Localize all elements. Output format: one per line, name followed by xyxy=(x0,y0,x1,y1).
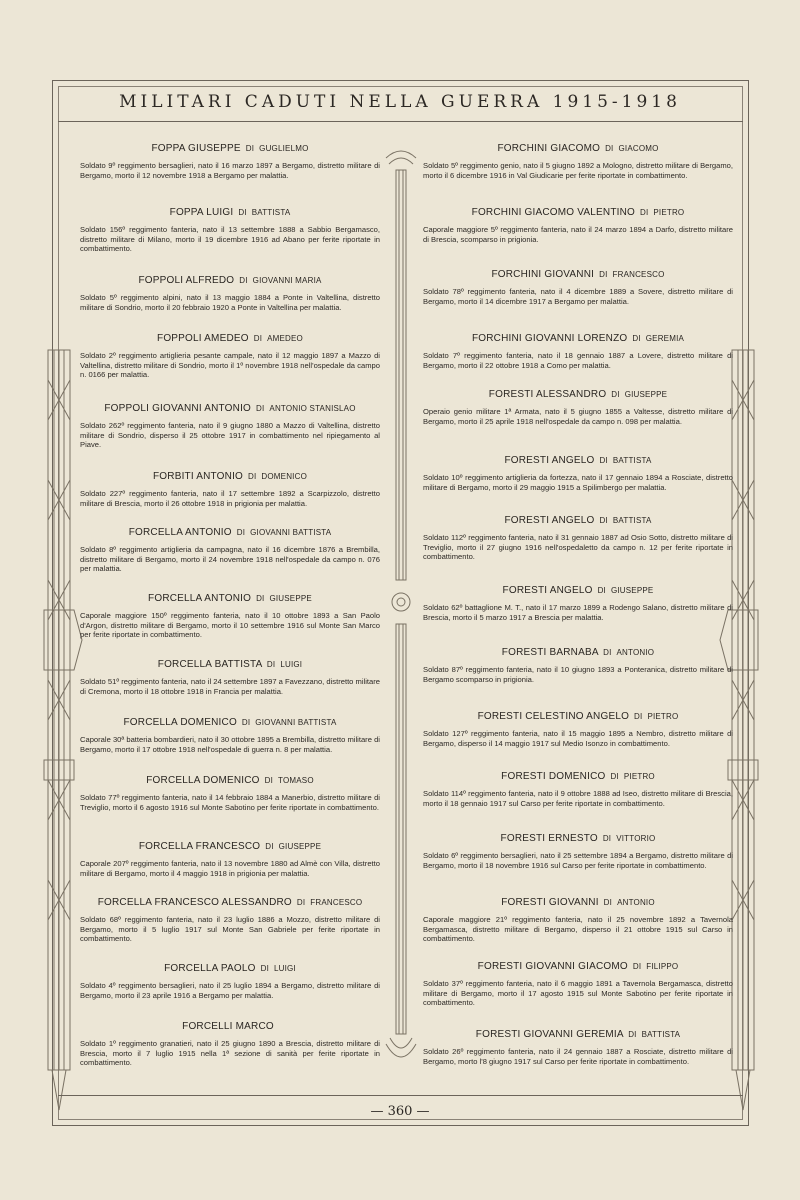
entry-particle: DI xyxy=(239,276,248,285)
entry-heading xyxy=(423,584,733,597)
entry-father: BATTISTA xyxy=(612,516,652,525)
entry-heading xyxy=(423,332,733,345)
entry-particle: DI xyxy=(256,594,265,603)
entry-particle: DI xyxy=(603,648,612,657)
entry-father: FRANCESCO xyxy=(612,270,665,279)
center-column-ornament xyxy=(384,140,418,1080)
entry-name: FORCHINI GIOVANNI xyxy=(491,269,595,280)
entry-particle: DI xyxy=(248,472,257,481)
entry xyxy=(80,402,380,450)
entry-name: FORCELLA ANTONIO xyxy=(148,593,252,604)
entry-text: Soldato 6º reggimento bersaglieri, nato il 25 settembre 1894 a Bergamo, distretto militare di Bergamo, morto il 18 novembre 1916 sul Carso per ferite riportate in combattimento. xyxy=(423,851,733,870)
entry-heading xyxy=(423,454,733,467)
entry-father: GIUSEPPE xyxy=(610,586,654,595)
entry xyxy=(80,658,380,696)
entry-father: PIETRO xyxy=(653,208,685,217)
entry-heading xyxy=(80,840,380,853)
entry-text: Operaio genio militare 1ª Armata, nato il 5 giugno 1855 a Valtesse, distretto militare di Bergamo, morto il 25 aprile 1918 nell'ospedale da campo n. 098 per malattia. xyxy=(423,407,733,426)
entry-father: FILIPPO xyxy=(646,962,679,971)
entry-father: GIOVANNI BATTISTA xyxy=(255,718,337,727)
entry-father: GIACOMO xyxy=(618,144,659,153)
entry xyxy=(423,388,733,426)
entry-text: Soldato 5º reggimento genio, nato il 5 giugno 1892 a Mologno, distretto militare di Bergamo, morto il 6 dicembre 1916 in Val Giudicarie per ferite riportate in combattimento. xyxy=(423,161,733,180)
entry xyxy=(423,1028,733,1066)
entry-heading xyxy=(80,332,380,345)
entry-heading xyxy=(80,274,380,287)
entry-father: GIUSEPPE xyxy=(278,842,322,851)
entry xyxy=(80,592,380,640)
entry xyxy=(80,274,380,312)
entry xyxy=(423,896,733,944)
entry-heading xyxy=(423,268,733,281)
page-title: MILITARI CADUTI NELLA GUERRA 1915-1918 xyxy=(119,92,681,112)
entry-text: Soldato 1º reggimento granatieri, nato il 25 giugno 1890 a Brescia, distretto militare di Brescia, morto il 7 luglio 1915 nella 1ª sezione di sanità per ferite riportate in combattimento. xyxy=(80,1039,380,1068)
entry-text: Soldato 37º reggimento fanteria, nato il 6 maggio 1891 a Tavernola Bergamasca, distretto militare di Bergamo, morto il 17 agosto 1915 sul Monte Sabotino per ferite riportate in combattimento. xyxy=(423,979,733,1008)
entry-name: FORCELLA FRANCESCO xyxy=(138,841,261,852)
entry-particle: DI xyxy=(599,516,608,525)
entry-particle: DI xyxy=(611,390,620,399)
entry-father: VITTORIO xyxy=(616,834,656,843)
entry xyxy=(423,584,733,622)
entry xyxy=(80,470,380,508)
entry-heading xyxy=(423,960,733,973)
entry xyxy=(423,960,733,1008)
entry-text: Caporale 207º reggimento fanteria, nato il 13 novembre 1880 ad Almè con Villa, distretto militare di Bergamo, morto il 4 maggio 1918 in prigionia per malattia. xyxy=(80,859,380,878)
entry xyxy=(80,774,380,812)
entry-text: Soldato 87º reggimento fanteria, nato il 10 giugno 1893 a Ponteranica, distretto militare di Bergamo scomparso in prigionia. xyxy=(423,665,733,684)
entry-name: FORCHINI GIOVANNI LORENZO xyxy=(471,333,628,344)
entry-text: Caporale maggiore 150º reggimento fanteria, nato il 10 ottobre 1893 a San Paolo d'Argon, distretto militare di Bergamo, morto il 10 settembre 1916 sul Monte San Marco per ferite riportate in combattimento. xyxy=(80,611,380,640)
entry-text: Soldato 7º reggimento fanteria, nato il 18 gennaio 1887 a Lovere, distretto militare di Bergamo, morto il 22 ottobre 1918 a Como per malattia. xyxy=(423,351,733,370)
entry-father: ANTONIO xyxy=(616,648,655,657)
entry-father: GIUSEPPE xyxy=(269,594,312,603)
entry-text: Soldato 68º reggimento fanteria, nato il 23 luglio 1886 a Mozzo, distretto militare di Bergamo, morto il 5 luglio 1917 sul Monte San Gabriele per ferite riportate in combattimento. xyxy=(80,915,380,944)
entry-name: FORCHINI GIACOMO xyxy=(497,143,601,154)
entry-text: Caporale maggiore 5º reggimento fanteria, nato il 24 marzo 1894 a Darfo, distretto militare di Brescia, scomparso in prigionia. xyxy=(423,225,733,244)
entry xyxy=(80,332,380,380)
entry-heading xyxy=(80,774,380,787)
entry-father: ANTONIO STANISLAO xyxy=(269,404,356,413)
entry-heading xyxy=(423,896,733,909)
entry-name: FORESTI ANGELO xyxy=(502,585,593,596)
entry-text: Soldato 227º reggimento fanteria, nato il 17 settembre 1892 a Scarpizzolo, distretto militare di Brescia, morto il 26 ottobre 1918 in prigionia per malattia. xyxy=(80,489,380,508)
entry-heading xyxy=(423,646,733,659)
entry-heading xyxy=(423,388,733,401)
entry-particle: DI xyxy=(632,334,641,343)
entry-particle: DI xyxy=(296,898,306,907)
entry-name: FORCHINI GIACOMO VALENTINO xyxy=(471,207,635,218)
entry-name: FORCELLA BATTISTA xyxy=(157,659,262,670)
entry-name: FOPPOLI AMEDEO xyxy=(157,333,249,344)
entry-name: FORESTI BARNABA xyxy=(501,647,599,658)
entry-father: LUIGI xyxy=(274,964,296,973)
entry-name: FOPPOLI GIOVANNI ANTONIO xyxy=(104,403,252,414)
entry-name: FORCELLA FRANCESCO ALESSANDRO xyxy=(97,897,292,908)
entry-name: FORCELLI MARCO xyxy=(182,1021,274,1032)
entry-name: FORCELLA ANTONIO xyxy=(128,527,232,538)
entry-father: GIUSEPPE xyxy=(624,390,668,399)
entry-heading xyxy=(423,1028,733,1041)
entry-heading xyxy=(80,658,380,671)
entry-text: Soldato 156º reggimento fanteria, nato il 13 settembre 1888 a Sabbio Bergamasco, distretto militare di Milano, morto il 19 dicembre 1916 ad Abano per ferite riportate in combattimento. xyxy=(80,225,380,254)
footer-divider xyxy=(58,1095,743,1096)
entry-father: ANTONIO xyxy=(617,898,655,907)
entry-particle: DI xyxy=(265,842,274,851)
entry xyxy=(423,832,733,870)
entry-heading xyxy=(80,1020,380,1033)
entry-text: Soldato 77º reggimento fanteria, nato il 14 febbraio 1884 a Manerbio, distretto militare di Treviglio, morto il 6 agosto 1916 sul Monte Sabotino per ferite riportate in combattimento. xyxy=(80,793,380,812)
entry-heading xyxy=(80,962,380,975)
entry-text: Soldato 127º reggimento fanteria, nato il 15 maggio 1895 a Nembro, distretto militare di Bergamo, disperso il 14 maggio 1917 sul Medio Isonzo in combattimento. xyxy=(423,729,733,748)
entry-text: Soldato 112º reggimento fanteria, nato il 31 gennaio 1887 ad Osio Sotto, distretto militare di Treviglio, morto il 27 giugno 1916 nell'ospedaletto da campo n. 12 per ferite riportate in combattimento. xyxy=(423,533,733,562)
entry-particle: DI xyxy=(602,834,612,843)
header-divider xyxy=(58,121,743,122)
entry xyxy=(80,962,380,1000)
entry-name: FORESTI ANGELO xyxy=(504,455,595,466)
entry-text: Soldato 78º reggimento fanteria, nato il 4 dicembre 1889 a Sovere, distretto militare di Bergamo, morto il 14 dicembre 1917 a Bergamo per malattia. xyxy=(423,287,733,306)
entry-particle: DI xyxy=(266,660,276,669)
entry-father: AMEDEO xyxy=(267,334,303,343)
entry-particle: DI xyxy=(605,144,614,153)
entry-particle: DI xyxy=(628,1030,637,1039)
entry-father: TOMASO xyxy=(278,776,314,785)
entry-heading xyxy=(423,514,733,527)
entry xyxy=(80,526,380,574)
entry-heading xyxy=(423,142,733,155)
entry-father: BATTISTA xyxy=(251,208,291,217)
entry-text: Soldato 262º reggimento fanteria, nato il 9 giugno 1880 a Mazzo di Valtellina, distretto militare di Sondrio, disperso il 25 ottobre 1917 in combattimento nel ripiegamento al Piave. xyxy=(80,421,380,450)
entry-particle: DI xyxy=(632,962,642,971)
entry-father: GIOVANNI BATTISTA xyxy=(250,528,332,537)
entry-father: PIETRO xyxy=(623,772,655,781)
entry-name: FORCELLA DOMENICO xyxy=(123,717,237,728)
entry-particle: DI xyxy=(597,586,606,595)
entry-father: PIETRO xyxy=(647,712,679,721)
entry xyxy=(423,770,733,808)
entry-father: BATTISTA xyxy=(641,1030,681,1039)
entry xyxy=(423,514,733,562)
entry xyxy=(423,206,733,244)
entry-name: FOPPOLI ALFREDO xyxy=(138,275,235,286)
entry-heading xyxy=(80,402,380,415)
entry-name: FORESTI ANGELO xyxy=(504,515,595,526)
entry-text: Soldato 5º reggimento alpini, nato il 13 maggio 1884 a Ponte in Valtellina, distretto militare di Sondrio, morto il 20 febbraio 1920 a Ponte in Valtellina per malattia. xyxy=(80,293,380,312)
entry-name: FOPPA GIUSEPPE xyxy=(151,143,241,154)
entry-heading xyxy=(80,206,380,219)
entry-name: FORESTI CELESTINO ANGELO xyxy=(477,711,630,722)
entry xyxy=(80,1020,380,1068)
entry-particle: DI xyxy=(264,776,274,785)
entry xyxy=(423,332,733,370)
entry xyxy=(423,268,733,306)
entry-text: Soldato 26º reggimento fanteria, nato il 24 gennaio 1887 a Rosciate, distretto militare di Bergamo, morto l'8 giugno 1917 sul Carso per ferite riportate in combattimento. xyxy=(423,1047,733,1066)
entry xyxy=(80,206,380,254)
entry-particle: DI xyxy=(260,964,270,973)
entry-particle: DI xyxy=(253,334,263,343)
entry-particle: DI xyxy=(599,456,608,465)
entry-particle: DI xyxy=(603,898,613,907)
entry-name: FORESTI ALESSANDRO xyxy=(488,389,607,400)
entry xyxy=(80,716,380,754)
entry-text: Soldato 51º reggimento fanteria, nato il 24 settembre 1897 a Favezzano, distretto militare di Cremona, morto il 18 ottobre 1918 in Francia per malattia. xyxy=(80,677,380,696)
entry-text: Soldato 4º reggimento bersaglieri, nato il 25 luglio 1894 a Bergamo, distretto militare di Bergamo, morto il 23 aprile 1916 a Bergamo per malattia. xyxy=(80,981,380,1000)
entry-name: FORCELLA DOMENICO xyxy=(146,775,260,786)
entry-father: DOMENICO xyxy=(261,472,308,481)
entry-text: Soldato 8º reggimento artiglieria da campagna, nato il 16 dicembre 1876 a Brembilla, distretto militare di Bergamo, morto il 24 novembre 1918 nell'ospedale da campo n. 076 per malattia. xyxy=(80,545,380,574)
entry-heading xyxy=(80,526,380,539)
entry-heading xyxy=(423,832,733,845)
entry-father: LUIGI xyxy=(280,660,303,669)
entry-name: FORESTI GIOVANNI GEREMIA xyxy=(475,1029,624,1040)
entry-text: Soldato 9º reggimento bersaglieri, nato il 16 marzo 1897 a Bergamo, distretto militare di Bergamo, morto il 12 novembre 1918 a Bergamo per malattia. xyxy=(80,161,380,180)
entry-heading xyxy=(80,470,380,483)
entry-heading xyxy=(423,710,733,723)
entry-father: BATTISTA xyxy=(612,456,652,465)
entry xyxy=(423,710,733,748)
entry xyxy=(423,454,733,492)
entry-particle: DI xyxy=(236,528,246,537)
entry-heading xyxy=(423,770,733,783)
entry xyxy=(80,840,380,878)
entry-particle: DI xyxy=(610,772,619,781)
entry-name: FORESTI GIOVANNI xyxy=(501,897,599,908)
entry xyxy=(423,142,733,180)
entry-father: GIOVANNI MARIA xyxy=(252,276,322,285)
entry-particle: DI xyxy=(599,270,608,279)
entry-name: FORESTI GIOVANNI GIACOMO xyxy=(477,961,628,972)
entry-father: GUGLIELMO xyxy=(259,144,309,153)
entry-father: GEREMIA xyxy=(645,334,685,343)
entry-name: FORCELLA PAOLO xyxy=(164,963,256,974)
entry-heading xyxy=(80,592,380,605)
entry-father: FRANCESCO xyxy=(310,898,363,907)
entry-text: Caporale 30ª batteria bombardieri, nato il 30 ottobre 1895 a Brembilla, distretto militare di Bergamo, morto il 17 ottobre 1918 nell'ospedale di guerra n. 8 per malattia. xyxy=(80,735,380,754)
entry-particle: DI xyxy=(238,208,247,217)
entry-heading xyxy=(423,206,733,219)
entry-particle: DI xyxy=(256,404,265,413)
entry xyxy=(423,646,733,684)
entry-particle: DI xyxy=(639,208,649,217)
entry-particle: DI xyxy=(634,712,643,721)
entry-text: Soldato 10º reggimento artiglieria da fortezza, nato il 17 gennaio 1894 a Rosciate, distretto militare di Bergamo, morto il 29 maggio 1915 a Spilimbergo per malattia. xyxy=(423,473,733,492)
entry xyxy=(80,142,380,180)
entry-text: Soldato 62º battaglione M. T., nato il 17 marzo 1899 a Rodengo Salano, distretto militare di Brescia, morto il 5 marzo 1917 a Brescia per malattia. xyxy=(423,603,733,622)
entry-particle: DI xyxy=(245,144,255,153)
entry-name: FORESTI ERNESTO xyxy=(500,833,598,844)
entry-name: FORBITI ANTONIO xyxy=(152,471,244,482)
entry xyxy=(80,896,380,944)
entry-particle: DI xyxy=(241,718,251,727)
entry-name: FORESTI DOMENICO xyxy=(501,771,606,782)
entry-name: FOPPA LUIGI xyxy=(169,207,234,218)
entry-text: Caporale maggiore 21º reggimento fanteria, nato il 25 novembre 1892 a Tavernola Bergamasca, distretto militare di Bergamo, disperso il 21 ottobre 1915 sul Carso in combattimento. xyxy=(423,915,733,944)
entry-text: Soldato 114º reggimento fanteria, nato il 9 ottobre 1888 ad Iseo, distretto militare di Brescia, morto il 18 gennaio 1917 sul Carso per ferite riportate in combattimento. xyxy=(423,789,733,808)
page-number: — 360 — xyxy=(370,1104,430,1119)
entry-heading xyxy=(80,716,380,729)
entry-text: Soldato 2º reggimento artiglieria pesante campale, nato il 12 maggio 1897 a Mazzo di Valtellina, distretto militare di Sondrio, morto il 1º novembre 1918 nell'ospedale da campo n. 0166 per malattia. xyxy=(80,351,380,380)
entry-heading xyxy=(80,142,380,155)
entry-heading xyxy=(80,896,380,909)
